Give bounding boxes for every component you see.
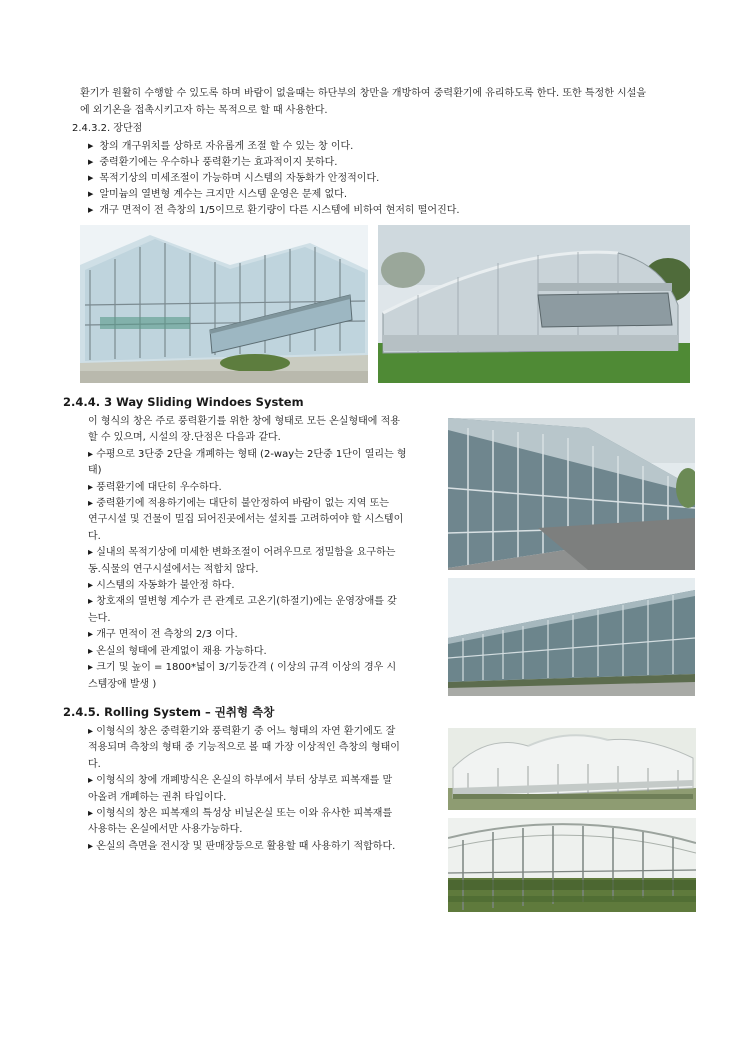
body-line: 연구시설 및 건물이 밀집 되어진곳에서는 설치를 고려하여야 할 시스템이 [88,514,404,526]
body-line: 할 수 있으며, 시설의 장.단점은 다음과 같다. [88,432,281,444]
body-line: ▸ 창호재의 열변형 계수가 큰 관계로 고온기(하절기)에는 운영장애를 갖 [88,596,397,608]
section-245-body [88,724,440,855]
body-line: 동.식물의 연구시설에서는 적합치 않다. [88,563,259,575]
list-item: ▶ 개구 면적이 전 측창의 1/5이므로 환기량이 다른 시스템에 비하여 현저히 떨어진다. [88,205,460,216]
body-line: 사용하는 온실에서만 사용가능하다. [88,824,243,836]
body-line: 다. [88,530,101,542]
section-244-heading: 2.4.4. 3 Way Sliding Windoes System [63,395,304,409]
body-line: ▸ 개구 면적이 전 측창의 2/3 이다. [88,629,238,641]
body-line: 다. [88,758,101,770]
greenhouse-photo-vent-windows [80,225,368,383]
body-line: ▸ 풍력환기에 대단히 우수하다. [88,481,222,493]
section-245-heading: 2.4.5. Rolling System – 권취형 측창 [63,705,275,719]
body-line: ▸ 이형식의 창은 중력환기와 풍력환기 중 어느 형태의 자연 환기에도 잘 [88,726,396,737]
triangle-right-icon: ▶ [88,174,94,182]
greenhouse-photo-glass-wide [448,578,695,696]
body-line: ▸ 시스템의 자동화가 불안정 하다. [88,580,235,592]
section-2432-heading: 2.4.3.2. 장단점 [72,123,143,134]
list-item: ▶ 목적기상의 미세조절이 가능하며 시스템의 자동화가 안정적이다. [88,173,380,184]
body-line: ▸ 실내의 목적기상에 미세한 변화조절이 어려우므로 정밀함을 요구하는 [88,547,396,559]
greenhouse-photo-glass-side [448,418,695,570]
section-244-body [88,414,440,693]
body-line: 아올려 개폐하는 권취 타입이다. [88,791,227,803]
list-item: ▶ 창의 개구위치를 상하로 자유롭게 조절 할 수 있는 창 이다. [88,141,354,152]
greenhouse-photo-curved-roof [378,225,690,383]
greenhouse-photo-rolling-film [448,728,696,810]
body-line: 이 형식의 창은 주로 풍력환기를 위한 창에 형태로 모든 온실형태에 적용 [88,416,400,427]
body-line: ▸ 크기 및 높이 = 1800*넓이 3/기둥간격 ( 이상의 규격 이상의 경우 시 [88,662,397,674]
body-line: 태) [88,465,102,477]
body-line: ▸ 중력환기에 적용하기에는 대단히 불안정하여 바람이 없는 지역 또는 [88,498,389,510]
body-line: ▸ 온실의 형태에 관계없이 채용 가능하다. [88,645,267,657]
triangle-right-icon: ▶ [88,142,94,150]
list-item: ▶ 중력환기에는 우수하나 풍력환기는 효과적이지 못하다. [88,157,338,168]
triangle-right-icon: ▶ [88,206,94,214]
body-line: 스템장애 발생 ) [88,678,157,690]
body-line: ▸ 이형식의 창에 개폐방식은 온실의 하부에서 부터 상부로 피복재를 말 [88,775,393,787]
triangle-right-icon: ▶ [88,190,94,198]
body-line: ▸ 수평으로 3단중 2단을 개폐하는 형태 (2-way는 2단중 1단이 열리는 형 [88,448,407,460]
intro-line-2: 에 외기온을 접촉시키고자 하는 목적으로 할 때 사용한다. [80,105,328,116]
body-line: 는다. [88,612,111,624]
triangle-right-icon: ▶ [88,158,94,166]
body-line: 적용되며 측창의 형태 중 기능적으로 볼 때 가장 이상적인 측창의 형태이 [88,742,400,754]
list-item: ▶ 알미늄의 열변형 계수는 크지만 시스템 운영은 문제 없다. [88,189,348,200]
body-line: ▸ 온실의 측면을 전시장 및 판매장등으로 활용할 때 사용하기 적합하다. [88,840,396,852]
body-line: ▸ 이형식의 창은 피복재의 특성상 비닐온실 또는 이와 유사한 피복재를 [88,808,393,820]
greenhouse-photo-arch-frame [448,818,696,912]
intro-line-1: 환기가 원활히 수행할 수 있도록 하며 바람이 없을때는 하단부의 창만을 개방하여 중력환기에 유리하도록 한다. 또한 특정한 시설을 [80,88,647,99]
